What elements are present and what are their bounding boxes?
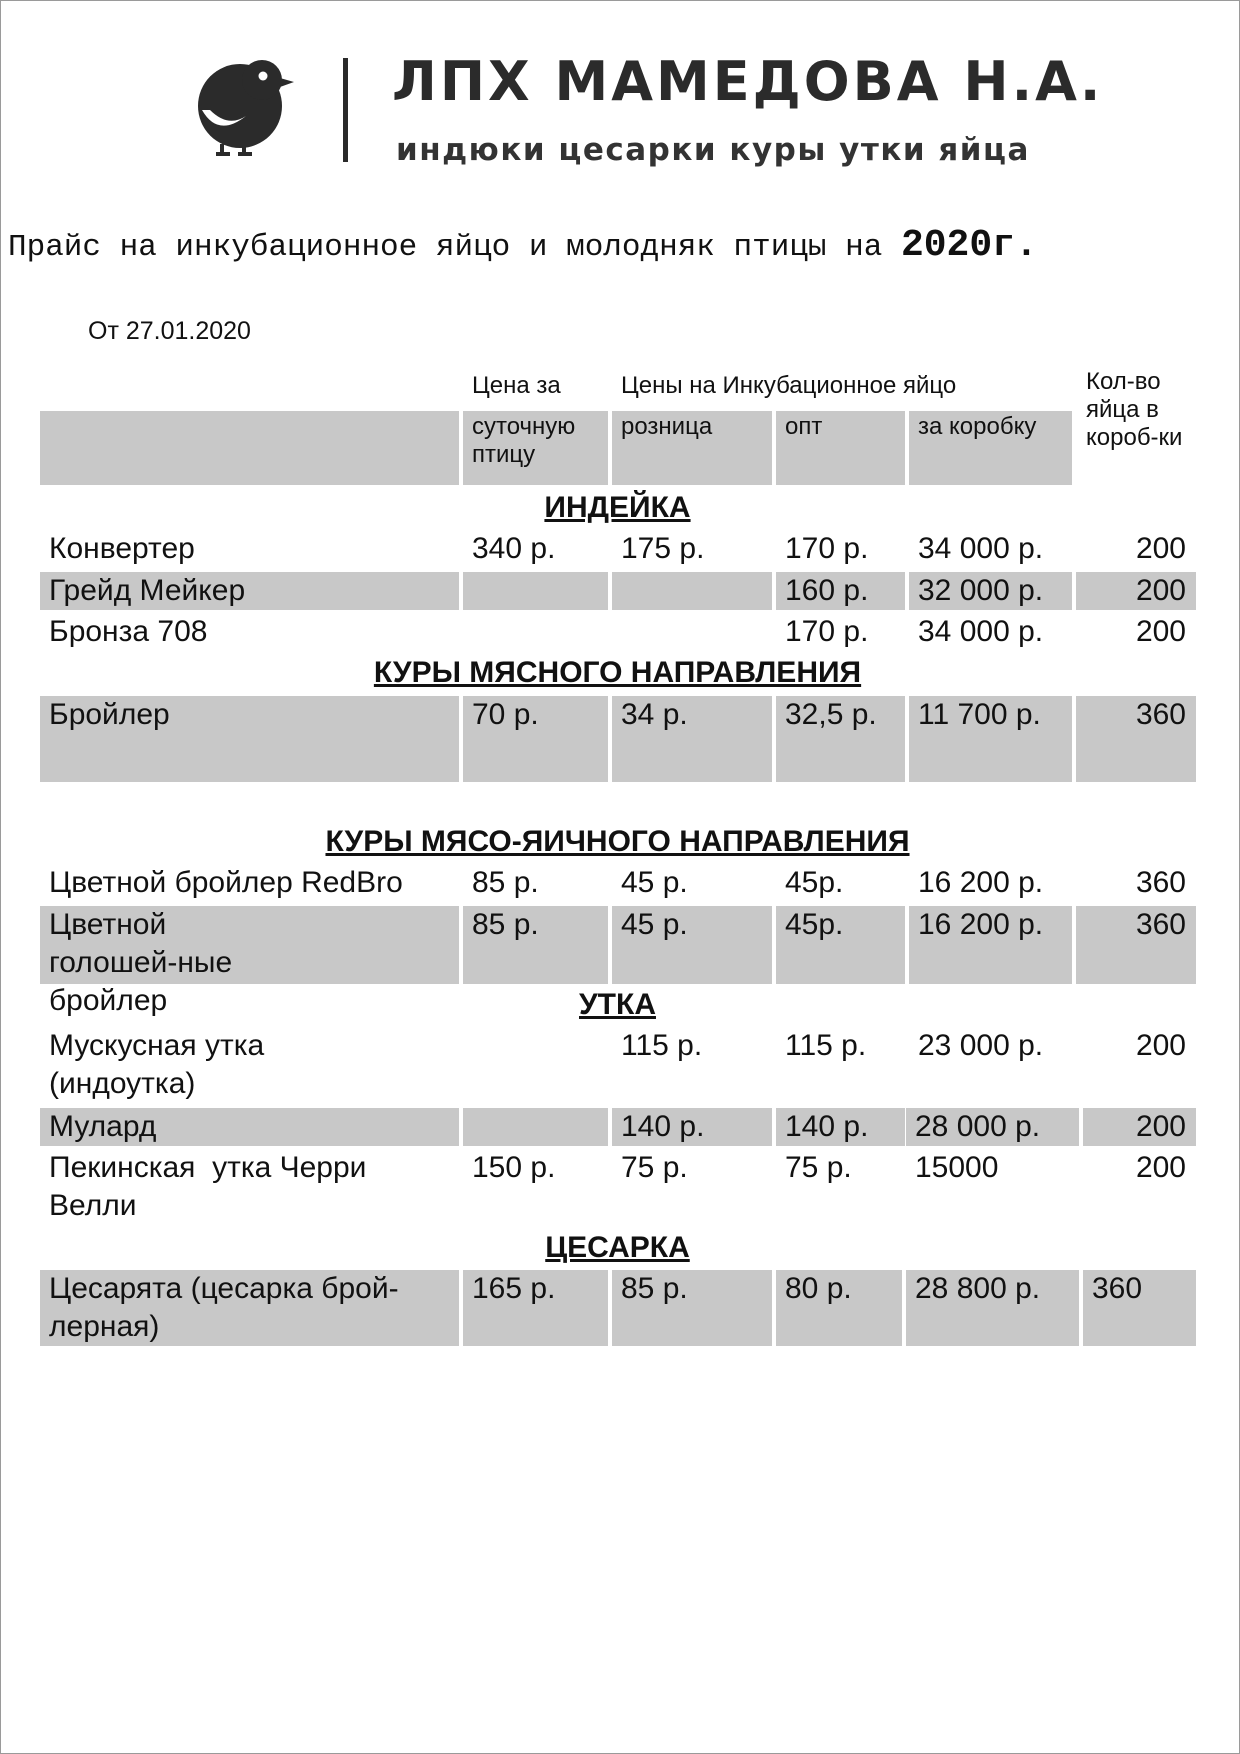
document-date: От 27.01.2020 [88, 317, 251, 345]
row-name: Цветной бройлер RedBro [49, 866, 403, 899]
bird-logo-icon [188, 56, 298, 160]
row-wholesale-price: 75 р. [785, 1151, 852, 1184]
row-box-price: 16 200 р. [918, 866, 1044, 899]
row-box-price: 28 000 р. [906, 1108, 1079, 1146]
row-wholesale-price: 170 р. [785, 532, 869, 565]
row-day-old-price: 85 р. [472, 866, 539, 899]
section-title-meat-egg-chicken: КУРЫ МЯСО-ЯИЧНОГО НАПРАВЛЕНИЯ [325, 825, 910, 858]
row-retail-price: 115 р. [621, 1029, 703, 1062]
row-day-old-price [463, 572, 608, 610]
header-day-old-top: Цена за [472, 372, 561, 399]
section-title-meat-chicken: КУРЫ МЯСНОГО НАПРАВЛЕНИЯ [373, 656, 862, 689]
row-box-price: 11 700 р. [909, 696, 1072, 782]
row-wholesale-price: 170 р. [785, 615, 869, 648]
header-retail: розница [612, 411, 772, 485]
row-day-old-price: 340 р. [472, 532, 556, 565]
row-name: Бронза 708 [49, 615, 208, 648]
document-title [8, 224, 1038, 267]
row-day-old-price: 70 р. [463, 696, 608, 782]
row-qty: 360 [1135, 866, 1186, 899]
row-retail-price [612, 613, 772, 651]
row-day-old-price [463, 1027, 608, 1065]
row-box-price: 15000 [915, 1151, 999, 1184]
row-retail-price: 34 р. [612, 696, 772, 782]
row-day-old-price [463, 613, 608, 651]
row-box-price: 34 000 р. [918, 615, 1044, 648]
row-name: Мулард [40, 1108, 459, 1146]
row-retail-price: 140 р. [612, 1108, 772, 1146]
header-egg-group: Цены на Инкубационное яйцо [621, 372, 957, 399]
row-day-old-price: 85 р. [463, 906, 608, 984]
row-wholesale-price: 45р. [776, 906, 905, 984]
section-title-turkey: ИНДЕЙКА [544, 491, 691, 524]
row-day-old-price: 165 р. [463, 1270, 608, 1346]
row-retail-price [612, 572, 772, 610]
row-wholesale-price: 115 р. [785, 1029, 867, 1062]
header-wholesale: опт [776, 411, 905, 485]
header-day-old: суточную птицу [463, 411, 608, 485]
section-title-guinea-fowl: ЦЕСАРКА [545, 1231, 690, 1264]
row-wholesale-price: 32,5 р. [776, 696, 905, 782]
row-wholesale-price: 45р. [785, 866, 844, 899]
row-name: Пекинская утка Черри Велли [49, 1151, 375, 1222]
row-qty: 200 [1135, 1151, 1186, 1184]
row-retail-price: 45 р. [621, 866, 688, 899]
brand-name: ЛПХ МАМЕДОВА Н.А. [392, 50, 1104, 113]
row-name: Конвертер [49, 532, 195, 565]
row-retail-price: 45 р. [612, 906, 772, 984]
row-qty: 360 [1076, 696, 1196, 782]
row-box-price: 34 000 р. [918, 532, 1044, 565]
row-retail-price: 75 р. [621, 1151, 688, 1184]
row-name: Бройлер [40, 696, 459, 782]
row-qty: 200 [1076, 572, 1196, 610]
brand-tagline: индюки цесарки куры утки яйца [396, 132, 1030, 168]
row-name: Цветной голошей-ные бройлер [40, 906, 459, 984]
row-qty: 200 [1083, 1108, 1196, 1146]
row-box-price: 28 800 р. [906, 1270, 1079, 1346]
header-cell-name [40, 411, 459, 485]
section-title-duck: УТКА [579, 988, 656, 1021]
row-retail-price: 85 р. [612, 1270, 772, 1346]
title-year: 2020г. [900, 224, 1038, 267]
row-box-price: 16 200 р. [909, 906, 1072, 984]
header-per-box: за коробку [909, 411, 1072, 485]
row-qty: 200 [1135, 532, 1186, 565]
row-name: Мускусная утка (индоутка) [49, 1029, 265, 1100]
row-day-old-price [463, 1108, 608, 1146]
row-wholesale-price: 140 р. [776, 1108, 905, 1146]
row-name: Грейд Мейкер [40, 572, 459, 610]
row-day-old-price: 150 р. [472, 1151, 556, 1184]
row-qty: 360 [1076, 906, 1196, 984]
title-text: Прайс на инкубационное яйцо и молодняк птицы на [8, 230, 901, 265]
row-name: Цесарята (цесарка брой-лерная) [40, 1270, 459, 1346]
logo-divider [343, 58, 348, 162]
row-box-price: 23 000 р. [918, 1029, 1044, 1062]
row-qty: 200 [1135, 615, 1186, 648]
row-wholesale-price: 80 р. [776, 1270, 902, 1346]
header-qty-per-box: Кол-во яйца в короб-ки [1086, 368, 1183, 451]
row-qty: 360 [1083, 1270, 1196, 1346]
row-wholesale-price: 160 р. [776, 572, 905, 610]
row-retail-price: 175 р. [621, 532, 705, 565]
row-qty: 200 [1135, 1029, 1186, 1062]
row-box-price: 32 000 р. [909, 572, 1072, 610]
